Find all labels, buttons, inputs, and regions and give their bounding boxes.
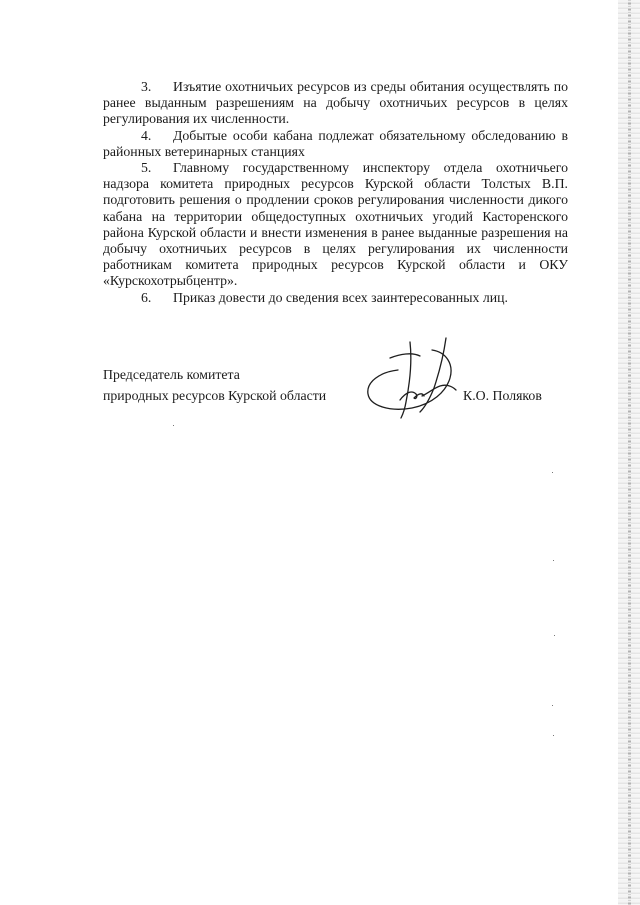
handwritten-signature: [360, 330, 470, 420]
paragraph-text: Изъятие охотничьих ресурсов из среды обитания осуществлять по ранее выданным разрешениям на добычу охотничьих ресурсов в целях регулирования их численности.: [103, 79, 568, 127]
paragraph-text: Приказ довести до сведения всех заинтересованных лиц.: [173, 289, 508, 305]
paragraph-text: Главному государственному инспектору отдела охотничьего надзора комитета природных ресурсов Курской области Толстых В.П. подготовить решения о продлении сроков регулирования численности дикого кабана на территории общедоступных охотничьих угодий Касторенского района Курской области и внести изменения в ранее выданные разрешения на добычу охотничьих ресурсов в целях регулирования их численности работникам комитета природных ресурсов Курской области и ОКУ «Курскохотрыбцентр».: [103, 160, 568, 289]
scan-speck: [173, 425, 174, 426]
paragraph-6: [103, 290, 568, 306]
signatory-name: К.О. Поляков: [463, 388, 542, 403]
paragraph-5: [103, 160, 568, 290]
paragraph-number: 3.: [141, 79, 152, 94]
scan-speck: [553, 560, 554, 561]
scan-border: [618, 0, 640, 905]
paragraph-4: [103, 128, 568, 160]
scan-speck: [552, 705, 553, 706]
signatory-title-line1: Председатель комитета: [103, 367, 240, 382]
signatory-title-line2: природных ресурсов Курской области: [103, 388, 327, 403]
signatory-title: [103, 364, 326, 406]
scan-speck: [553, 735, 554, 736]
paragraph-text: Добытые особи кабана подлежат обязательному обследованию в районных ветеринарных станциях: [103, 127, 568, 159]
paragraph-3: [103, 79, 568, 128]
paragraph-number: 5.: [141, 160, 152, 176]
paragraph-number: 4.: [141, 127, 152, 143]
document-body: [103, 79, 568, 306]
scan-speck: [554, 635, 555, 636]
paragraph-number: 6.: [141, 289, 152, 305]
scan-speck: [552, 472, 553, 473]
